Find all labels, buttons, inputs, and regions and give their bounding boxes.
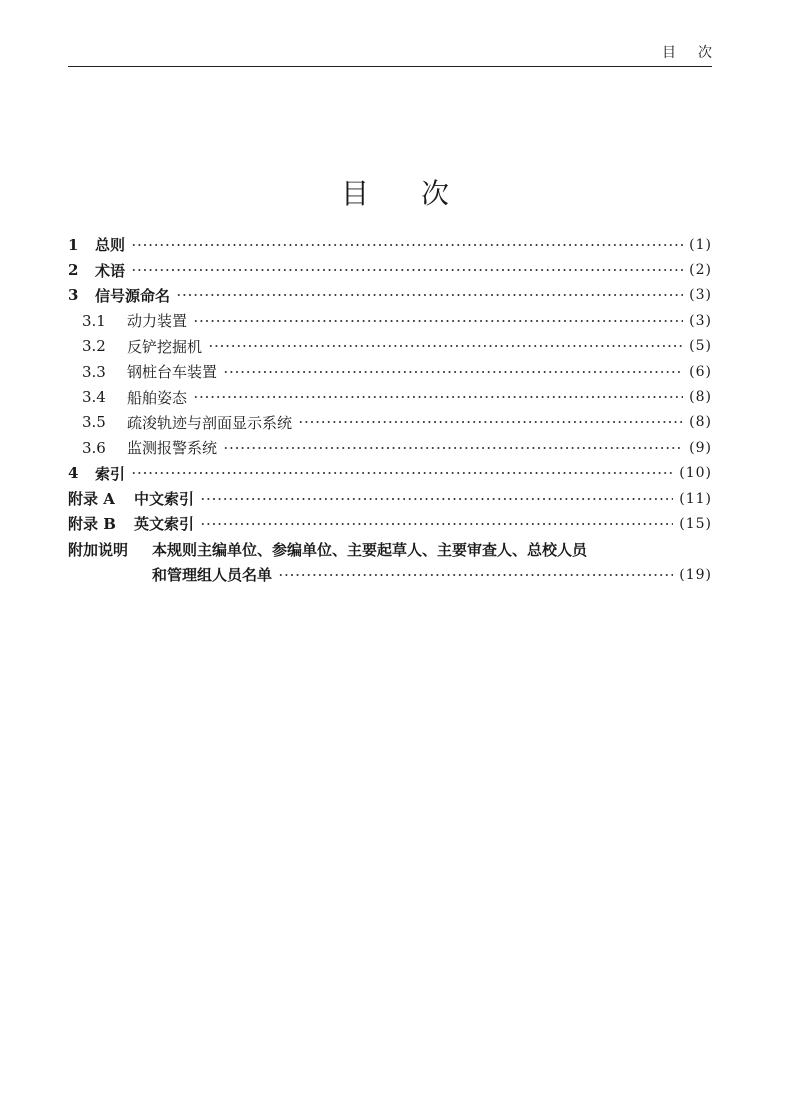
toc-entry-3-1[interactable] <box>68 308 712 333</box>
toc-entry-label: 英文索引 <box>134 515 195 534</box>
toc-entry-page: (5) <box>689 338 712 355</box>
toc-dot-leader <box>200 519 673 529</box>
toc-entry-label: 船舶姿态 <box>127 388 188 407</box>
toc-entry-page: (9) <box>689 439 712 456</box>
toc-entry-3-6[interactable] <box>68 435 712 460</box>
toc-entry-appendix-b[interactable] <box>68 511 712 536</box>
toc-entry-page: (6) <box>689 363 712 380</box>
toc-entry-label: 索引 <box>95 464 126 483</box>
toc-entry-number: 3.5 <box>82 413 106 432</box>
toc-dot-leader <box>278 570 673 580</box>
toc-entry-number: 3.6 <box>82 438 106 457</box>
toc-dot-leader <box>131 468 673 478</box>
toc-entry-number: 3.2 <box>82 337 106 356</box>
toc-entry-3-2[interactable] <box>68 334 712 359</box>
toc-entry-label: 术语 <box>95 261 126 280</box>
toc-entry-3[interactable] <box>68 283 712 308</box>
toc-entry-page: (2) <box>689 262 712 279</box>
toc-dot-leader <box>298 417 683 427</box>
toc-entry-label: 钢桩台车装置 <box>127 363 218 382</box>
toc-dot-leader <box>223 367 683 377</box>
toc-dot-leader <box>193 316 683 326</box>
toc-entry-label: 动力装置 <box>127 312 188 331</box>
toc-entry-3-5[interactable] <box>68 410 712 435</box>
toc-dot-leader <box>131 240 683 250</box>
toc-entry-page: (10) <box>679 465 712 482</box>
toc-dot-leader <box>223 443 683 453</box>
toc-entry-label: 疏浚轨迹与剖面显示系统 <box>127 413 293 432</box>
toc-entry-number: 附录 B <box>68 515 116 534</box>
toc-entry-2[interactable] <box>68 257 712 282</box>
toc-entry-label: 总则 <box>95 236 126 255</box>
toc-entry-number: 3.4 <box>82 388 106 407</box>
toc-entry-number: 附录 A <box>68 490 115 509</box>
toc-entry-label: 信号源命名 <box>95 286 171 305</box>
page-title: 目次 <box>340 177 501 210</box>
toc-entry-label: 监测报警系统 <box>127 439 218 458</box>
toc-entry-number: 4 <box>68 464 79 483</box>
toc-entry-number: 3.3 <box>82 362 106 381</box>
toc-entry-1[interactable] <box>68 232 712 257</box>
toc-entry-label: 中文索引 <box>134 490 195 509</box>
toc-entry-4[interactable] <box>68 461 712 486</box>
toc-dot-leader <box>131 265 683 275</box>
toc-entry-page: (8) <box>689 389 712 406</box>
toc-dot-leader <box>176 290 683 300</box>
toc-entry-number: 3.1 <box>82 311 106 330</box>
toc-entry-page: (3) <box>689 287 712 304</box>
toc-entry-page: (15) <box>679 515 712 532</box>
toc-entry-page: (11) <box>679 490 712 507</box>
table-of-contents <box>68 232 712 587</box>
toc-entry-additional-notes-continued[interactable] <box>68 562 712 587</box>
toc-entry-page: (1) <box>689 236 712 253</box>
toc-entry-appendix-a[interactable] <box>68 486 712 511</box>
toc-entry-page: (3) <box>689 312 712 329</box>
toc-entry-label-continued: 和管理组人员名单 <box>152 566 273 585</box>
toc-entry-label: 本规则主编单位、参编单位、主要起草人、主要审查人、总校人员 <box>152 540 588 559</box>
toc-entry-label: 反铲挖掘机 <box>127 337 203 356</box>
toc-entry-number: 附加说明 <box>68 540 129 559</box>
toc-entry-3-4[interactable] <box>68 384 712 409</box>
toc-dot-leader <box>193 392 683 402</box>
toc-entry-additional-notes[interactable] <box>68 537 712 562</box>
toc-entry-page: (19) <box>679 566 712 583</box>
toc-entry-3-3[interactable] <box>68 359 712 384</box>
toc-entry-number: 2 <box>68 261 79 280</box>
toc-entry-number: 1 <box>68 235 79 254</box>
toc-dot-leader <box>208 341 683 351</box>
toc-dot-leader <box>200 494 673 504</box>
running-header-text: 目次 <box>662 45 734 61</box>
running-header <box>68 40 734 67</box>
toc-entry-page: (8) <box>689 414 712 431</box>
toc-entry-number: 3 <box>68 286 79 305</box>
